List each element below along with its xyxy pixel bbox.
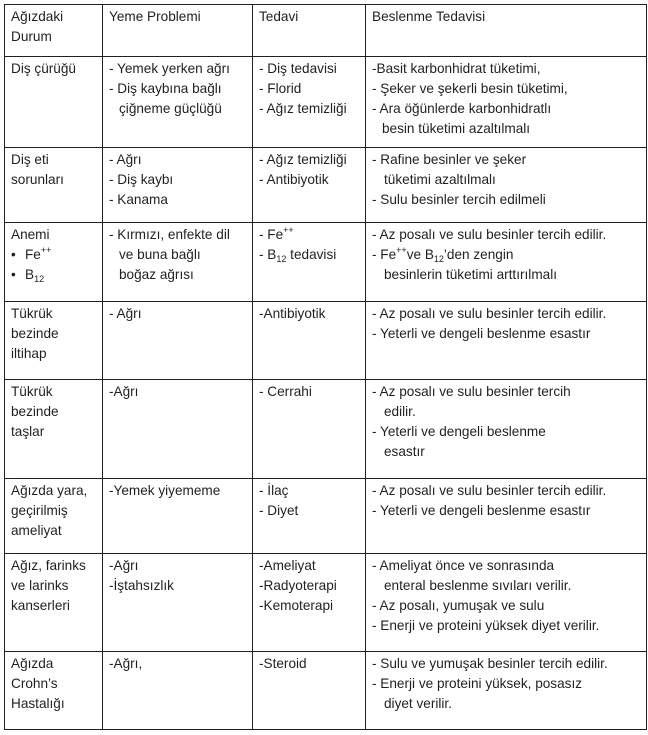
cell-problem: -Ağrı, (103, 652, 253, 730)
bullet-icon: • (11, 247, 16, 262)
cell-tedavi: -Steroid (253, 652, 366, 730)
cell-beslenme: - Az posalı ve sulu besinler tercih edilir. - Yeterli ve dengeli beslenme esastır (366, 302, 647, 380)
table-row (5, 57, 647, 148)
cell-beslenme: - Az posalı ve sulu besinler tercih edilir. - Fe++ve $B_{12}’den$ zengin besinlerin tüketimi arttırılmalı (366, 223, 647, 302)
table-row (5, 380, 647, 479)
table-row (5, 148, 647, 223)
cell-problem: -Ağrı (103, 380, 253, 479)
cell-beslenme: - Az posalı ve sulu besinler tercih edilir. - Yeterli ve dengeli beslenme esastır (366, 380, 647, 479)
cell-beslenme: - Sulu ve yumuşak besinler tercih edilir. - Enerji ve proteini yüksek, posasız diyet verilir. (366, 652, 647, 730)
cell-tedavi: - Diş tedavisi - Florid - Ağız temizliği (253, 57, 366, 148)
cell-durum: Ağızda Crohn’s Hastalığı (5, 652, 103, 730)
table-row (5, 479, 647, 554)
cell-problem: -Yemek yiyememe (103, 479, 253, 554)
cell-tedavi: - İlaç - Diyet (253, 479, 366, 554)
cell-durum: Ağız, farinks ve larinks kanserleri (5, 554, 103, 652)
cell-beslenme: - Az posalı ve sulu besinler tercih edilir. - Yeterli ve dengeli beslenme esastır (366, 479, 647, 554)
table-row (5, 554, 647, 652)
cell-tedavi: -Antibiyotik (253, 302, 366, 380)
cell-durum: Diş eti sorunları (5, 148, 103, 223)
header-tedavi: Tedavi (253, 5, 366, 57)
nutrition-table (4, 4, 647, 730)
cell-beslenme: - Ameliyat önce ve sonrasında enteral beslenme sıvıları verilir. - Az posalı, yumuşak ve sulu - Enerji ve proteini yüksek diyet verilir. (366, 554, 647, 652)
table-row (5, 223, 647, 302)
cell-tedavi: - Fe++ - $B_{12}$ tedavisi (253, 223, 366, 302)
cell-beslenme: -Basit karbonhidrat tüketimi, - Şeker ve şekerli besin tüketimi, - Ara öğünlerde karbonhidratlı besin tüketimi azaltılmalı (366, 57, 647, 148)
cell-problem: - Kırmızı, enfekte dil ve buna bağlı boğaz ağrısı (103, 223, 253, 302)
cell-durum: Tükrük bezinde iltihap (5, 302, 103, 380)
table-header-row (5, 5, 647, 57)
cell-tedavi: -Ameliyat -Radyoterapi -Kemoterapi (253, 554, 366, 652)
table-row (5, 652, 647, 730)
table-row (5, 302, 647, 380)
cell-durum: Anemi • Fe++ • $B_{12}$ (5, 223, 103, 302)
cell-problem: - Ağrı - Diş kaybı - Kanama (103, 148, 253, 223)
cell-tedavi: - Cerrahi (253, 380, 366, 479)
cell-durum: Diş çürüğü (5, 57, 103, 148)
cell-tedavi: - Ağız temizliği - Antibiyotik (253, 148, 366, 223)
cell-durum: Tükrük bezinde taşlar (5, 380, 103, 479)
cell-problem: - Ağrı (103, 302, 253, 380)
cell-problem: -Ağrı -İştahsızlık (103, 554, 253, 652)
bullet-icon: • (11, 267, 16, 282)
header-durum: Ağızdaki Durum (5, 5, 103, 57)
cell-problem: - Yemek yerken ağrı - Diş kaybına bağlı çiğneme güçlüğü (103, 57, 253, 148)
header-yeme-problemi: Yeme Problemi (103, 5, 253, 57)
cell-durum: Ağızda yara, geçirilmiş ameliyat (5, 479, 103, 554)
document-page (4, 4, 647, 730)
header-beslenme-tedavisi: Beslenme Tedavisi (366, 5, 647, 57)
cell-beslenme: - Rafine besinler ve şeker tüketimi azaltılmalı - Sulu besinler tercih edilmeli (366, 148, 647, 223)
